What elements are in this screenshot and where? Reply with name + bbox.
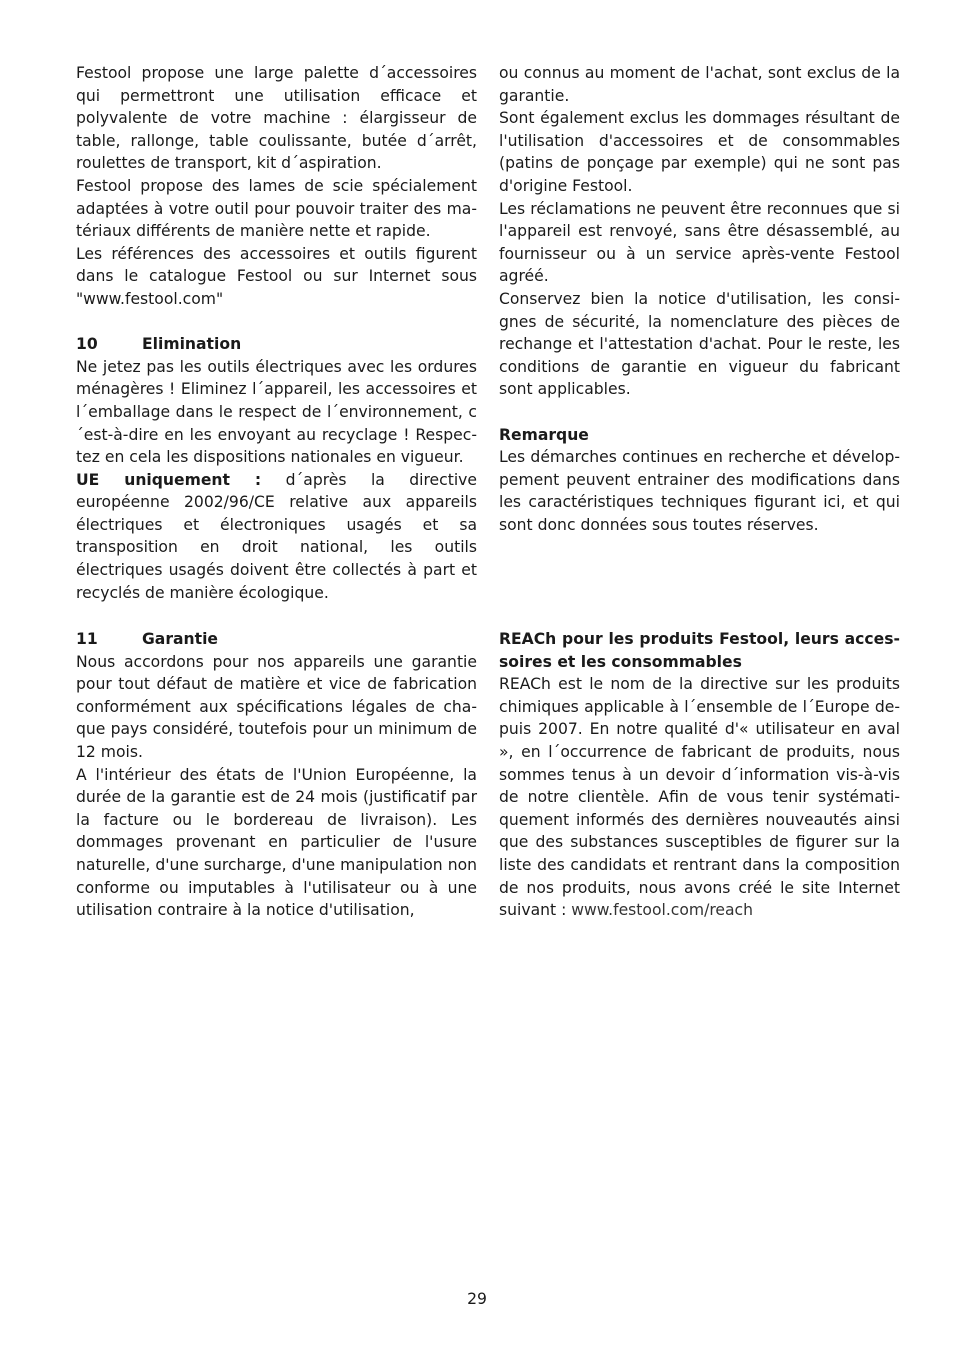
reach-paragraph (499, 673, 900, 922)
left-column-top (76, 62, 477, 604)
section-10-number: 10 (76, 335, 98, 354)
eu-only-text: d´après la directive européenne 2002/96/CE relative aux appareils électriques et électroniques usagés et sa transposition en droit national, les outils électriques usagés doivent être collectés à part et recyclés de manière écologique. (76, 470, 477, 602)
disposal-paragraph: Ne jetez pas les outils électriques avec les ordures ménagères ! Eliminez l´appareil, les accessoires et l´emballage dans le respect de l´environnement, c´est-à-dire en les envoyant au recyclage ! Respectez en cela les dispositions nationales en vigueur. (76, 357, 477, 467)
section-11-number: 11 (76, 630, 98, 648)
right-column-bottom (499, 628, 900, 922)
remark-heading: Remarque (499, 425, 589, 444)
right-column-top (499, 62, 900, 536)
warranty-paragraph-2: A l'intérieur des états de l'Union Européenne, la durée de la garantie est de 24 mois (justificatif par la facture ou le bordereau de livraison). Les dommages provenant en particulier de l'usure naturelle, d'une surcharge, d'une manipulation non conforme ou imputables à l'utilisateur ou à une utilisation contraire à la notice d'utilisation, (76, 765, 477, 920)
accessories-paragraph: Festool propose une large palette d´accessoires qui permettront une utilisation efficace et polyvalente de votre machine : élargisseur de table, rallonge, table coulissante, butée d´arrêt, roulettes de transport, kit d´aspiration. (76, 64, 477, 173)
references-paragraph: Les références des accessoires et outils figurent dans le catalogue Festool ou sur Internet sous "www.festool.com" (76, 244, 477, 308)
saw-blades-paragraph: Festool propose des lames de scie spécialement adaptées à votre outil pour pouvoir traiter des matériaux différents de manière nette et rapide. (76, 176, 477, 241)
keep-documents-paragraph: Conservez bien la notice d'utilisation, les consignes de sécurité, la nomenclature des pièces de rechange et l'attestation d'achat. Pour le reste, les conditions de garantie en vigueur du fabricant sont applicables. (499, 289, 900, 399)
section-11-title: Garantie (142, 630, 219, 648)
eu-only-paragraph (76, 469, 477, 605)
warranty-continued-paragraph: ou connus au moment de l'achat, sont exclus de la garantie. (499, 64, 900, 105)
left-column-bottom (76, 628, 477, 922)
reach-link[interactable]: www.festool.com/reach (571, 901, 754, 920)
reach-heading: REACh pour les produits Festool, leurs accessoires et les consommables (499, 630, 900, 671)
section-11-heading (76, 628, 477, 651)
warranty-paragraph-1: Nous accordons pour nos appareils une garantie pour tout défaut de matière et vice de fabrication conformément aux spécifications légales de chaque pays considéré, toutefois pour un minimum de 12 mois. (76, 652, 477, 761)
exclusions-paragraph: Sont également exclus les dommages résultant de l'utilisation d'accessoires et de consommables (patins de ponçage par exemple) qui ne sont pas d'origine Festool. (499, 109, 900, 195)
eu-only-label: UE uniquement : (76, 470, 262, 489)
section-10-title: Elimination (142, 335, 242, 354)
section-10-heading (76, 333, 477, 356)
claims-paragraph: Les réclamations ne peuvent être reconnues que si l'appareil est renvoyé, sans être désassemblé, au fournisseur ou à un service après-vente Festool agréé. (499, 199, 900, 286)
remark-paragraph: Les démarches continues en recherche et développement peuvent entrainer des modifications dans les caractéristiques techniques figurant ici, et qui sont donc données sous toutes réserves. (499, 448, 900, 534)
reach-text: REACh est le nom de la directive sur les produits chimiques applicable à l´ensemble de l´Europe depuis 2007. En notre qualité d'« utilisateur en aval », en l´occurrence de fabricant de produits, nous sommes tenus à un devoir d´information vis-à-vis de notre clientèle. Afin de vous tenir systématiquement informés des dernières nouveautés ainsi que des substances susceptibles de figurer sur la liste des candidats et rentrant dans la composition de nos produits, nous avons créé le site Internet suivant : (499, 675, 900, 920)
page-number: 29 (467, 1290, 487, 1308)
